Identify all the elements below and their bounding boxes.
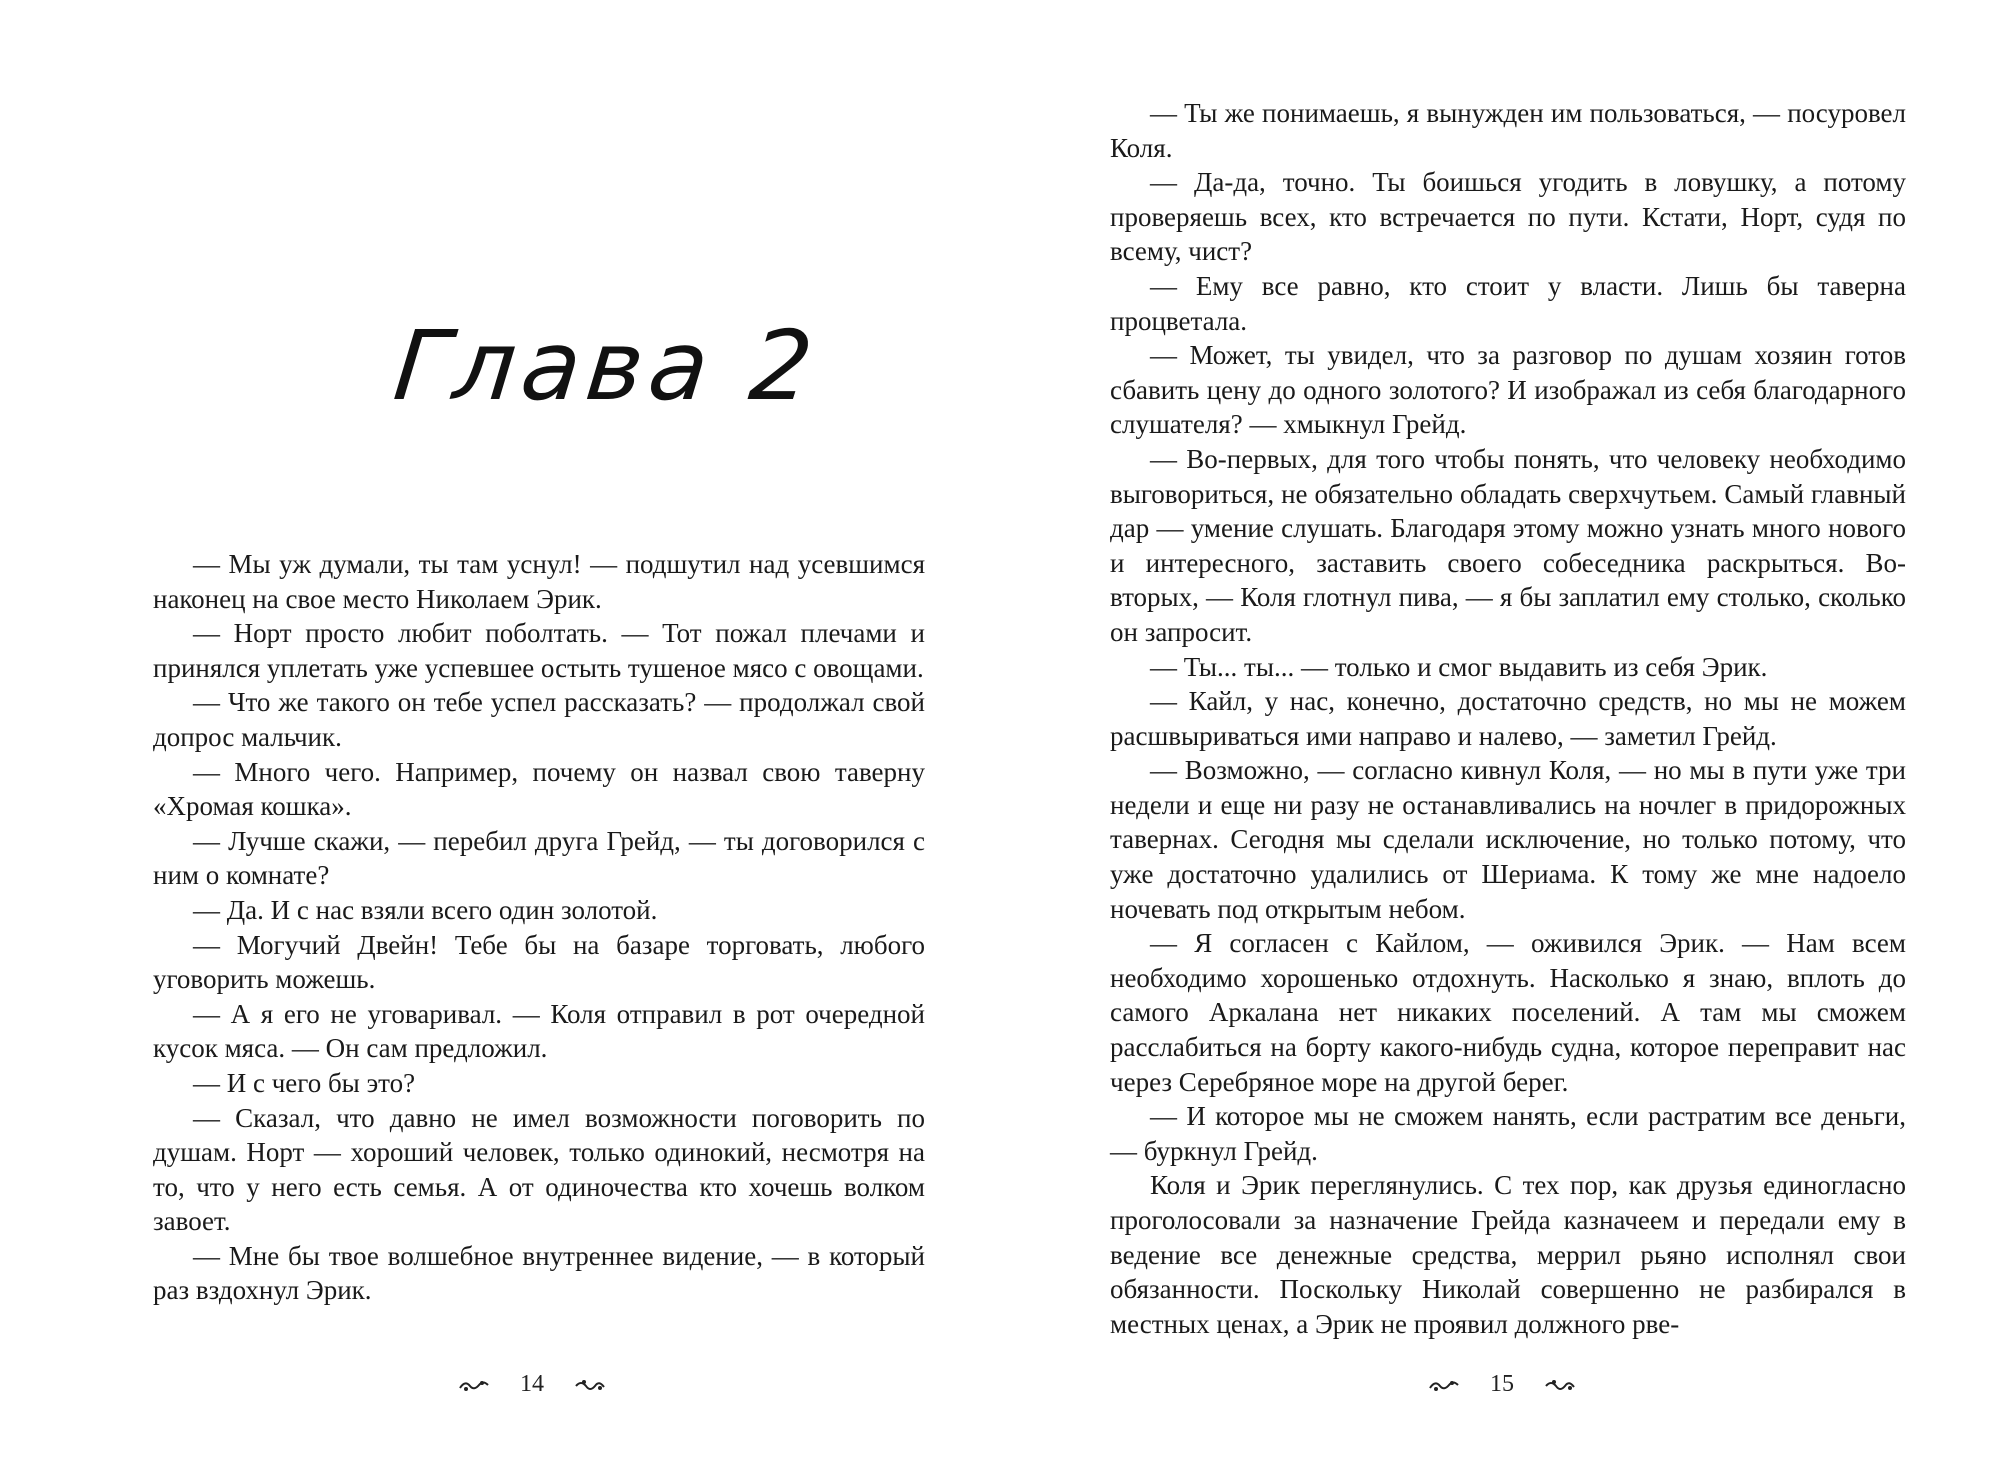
paragraph: — Ты же понимаешь, я вынужден им пользоваться, — посуровел Коля. (1110, 98, 1906, 163)
paragraph: Коля и Эрик переглянулись. С тех пор, как друзья единогласно проголосовали за назначение Грейда казначеем и передали ему в ведение все денежные средства, меррил рьяно исполнял свои обязанности. Поскольку Николай совершенно не разбирался в местных ценах, а Эрик не проявил должного рве- (1110, 1170, 1906, 1339)
ornament-right-icon (574, 1376, 606, 1394)
paragraph: — Сказал, что давно не имел возможности поговорить по душам. Норт — хороший человек, только одинокий, несмотря на то, что у него есть семья. А от одиночества кто хочешь волком завоет. (153, 1102, 925, 1237)
paragraph: — И которое мы не сможем нанять, если растратим все деньги, — буркнул Грейд. (1110, 1101, 1906, 1166)
paragraph: — Много чего. Например, почему он назвал свою таверну «Хромая кошка». (153, 756, 925, 822)
ornament-right-icon (1544, 1376, 1576, 1394)
page-number-footer (1428, 1371, 1576, 1398)
page-number: 15 (1490, 1371, 1514, 1397)
paragraph: — Лучше скажи, — перебил друга Грейд, — ты договорился с ним о комнате? (153, 825, 925, 891)
paragraph: — Возможно, — согласно кивнул Коля, — но мы в пути уже три недели и еще ни разу не останавливались на ночлег в придорожных тавернах. Сегодня мы сделали исключение, но только потому, что уже достаточно удалились от Шериама. К тому же мне надоело ночевать под открытым небом. (1110, 755, 1906, 924)
chapter-title: Глава 2 (389, 310, 824, 422)
page-number-footer (458, 1371, 606, 1398)
paragraph: — Может, ты увидел, что за разговор по душам хозяин готов сбавить цену до одного золотого? И изображал из себя благодарного слушателя? — хмыкнул Грейд. (1110, 340, 1906, 440)
paragraph: — Ты... ты... — только и смог выдавить из себя Эрик. (1150, 651, 1768, 682)
paragraph: — Мне бы твое волшебное внутреннее видение, — в который раз вздохнул Эрик. (153, 1240, 925, 1306)
paragraph: — Норт просто любит поболтать. — Тот пожал плечами и принялся уплетать уже успевшее остыть тушеное мясо с овощами. (153, 618, 925, 683)
right-page (1000, 0, 2000, 1478)
paragraph: — Кайл, у нас, конечно, достаточно средств, но мы не можем расшвыриваться ими направо и налево, — заметил Грейд. (1110, 686, 1906, 751)
paragraph: — Ему все равно, кто стоит у власти. Лишь бы таверна процветала. (1110, 270, 1906, 336)
paragraph: — Что же такого он тебе успел рассказать? — продолжал свой допрос мальчик. (153, 687, 925, 752)
paragraph: — Да. И с нас взяли всего один золотой. (193, 894, 658, 925)
paragraph: — Да-да, точно. Ты боишься угодить в ловушку, а потому проверяешь всех, кто встречается по пути. Кстати, Норт, судя по всему, чист? (1110, 167, 1906, 267)
paragraph: — Я согласен с Кайлом, — оживился Эрик. — Нам всем необходимо хорошенько отдохнуть. Насколько я знаю, вплоть до самого Аркалана нет никаких поселений. А там мы сможем расслабиться на борту какого-нибудь судна, которое переправит нас через Серебряное море на другой берег. (1110, 928, 1906, 1097)
paragraph: — Мы уж думали, ты там уснул! — подшутил над усевшимся наконец на свое место Николаем Эрик. (153, 549, 925, 614)
paragraph: — Во-первых, для того чтобы понять, что человеку необходимо выговориться, не обязательно обладать сверхчутьем. Самый главный дар — умение слушать. Благодаря этому можно узнать много нового и интересного, заставить своего собеседника раскрыться. Во-вторых, — Коля глотнул пива, — я бы заплатил ему столько, сколько он запросит. (1110, 443, 1906, 647)
paragraph: — А я его не уговаривал. — Коля отправил в рот очередной кусок мяса. — Он сам предложил. (153, 998, 925, 1064)
paragraph: — Могучий Двейн! Тебе бы на базаре торговать, любого уговорить можешь. (153, 929, 925, 995)
ornament-left-icon (1428, 1376, 1460, 1394)
left-text-block (153, 547, 925, 1308)
page-number: 14 (520, 1371, 544, 1397)
paragraph: — И с чего бы это? (193, 1067, 416, 1098)
ornament-left-icon (458, 1376, 490, 1394)
right-text-block (1110, 96, 1906, 1341)
